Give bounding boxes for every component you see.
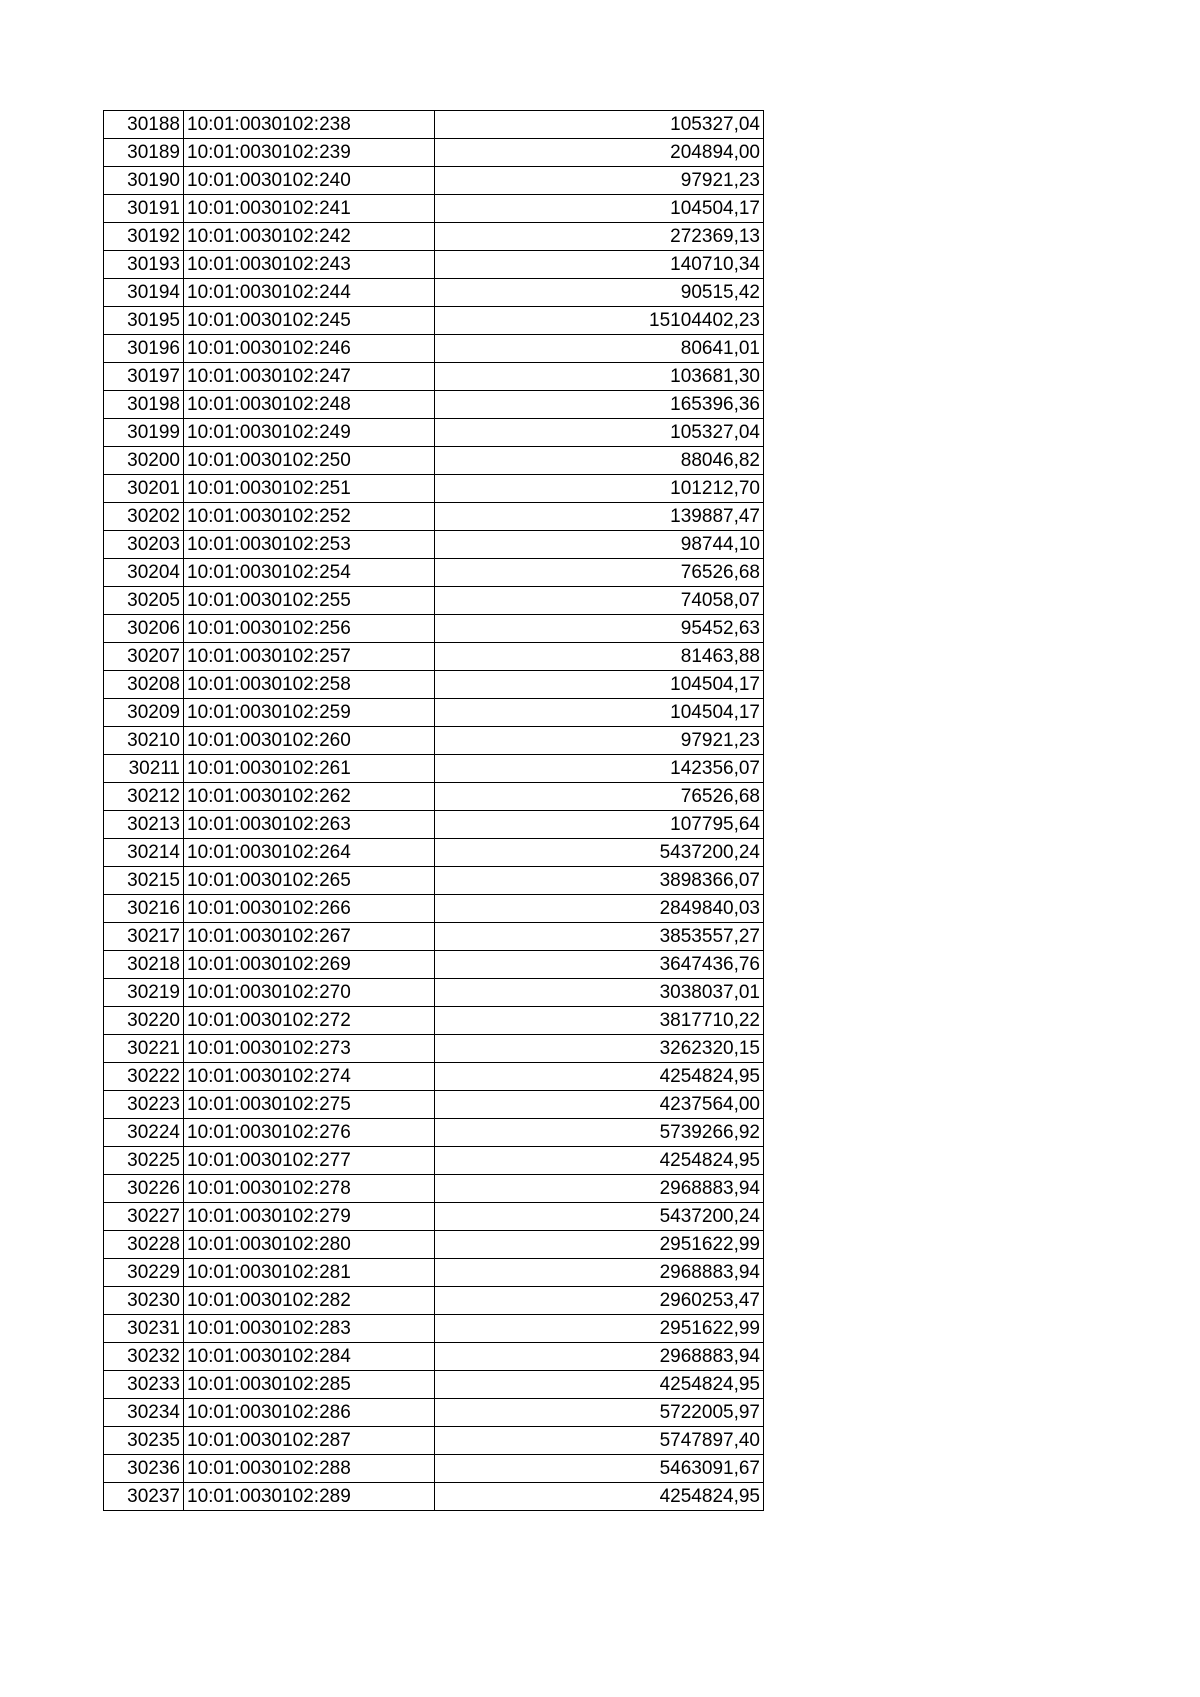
cadastral-number-cell: 10:01:0030102:269: [184, 951, 435, 979]
cadastral-value-cell: 165396,36: [435, 391, 764, 419]
cadastral-number-cell: 10:01:0030102:288: [184, 1455, 435, 1483]
cadastral-value-cell: 3817710,22: [435, 1007, 764, 1035]
row-number-cell: 30208: [104, 671, 184, 699]
table-row: [104, 447, 764, 475]
cadastral-value-cell: 15104402,23: [435, 307, 764, 335]
table-row: [104, 727, 764, 755]
cadastral-number-cell: 10:01:0030102:264: [184, 839, 435, 867]
cadastral-value-cell: 76526,68: [435, 559, 764, 587]
table-row: [104, 1483, 764, 1511]
cadastral-value-cell: 2968883,94: [435, 1259, 764, 1287]
cadastral-value-table: [103, 110, 764, 1511]
table-row: [104, 1231, 764, 1259]
table-row: [104, 503, 764, 531]
cadastral-number-cell: 10:01:0030102:247: [184, 363, 435, 391]
row-number-cell: 30201: [104, 475, 184, 503]
cadastral-number-cell: 10:01:0030102:266: [184, 895, 435, 923]
row-number-cell: 30189: [104, 139, 184, 167]
table-row: [104, 811, 764, 839]
row-number-cell: 30216: [104, 895, 184, 923]
table-row: [104, 335, 764, 363]
row-number-cell: 30204: [104, 559, 184, 587]
cadastral-value-cell: 3898366,07: [435, 867, 764, 895]
cadastral-number-cell: 10:01:0030102:265: [184, 867, 435, 895]
cadastral-value-cell: 139887,47: [435, 503, 764, 531]
row-number-cell: 30213: [104, 811, 184, 839]
row-number-cell: 30207: [104, 643, 184, 671]
cadastral-value-cell: 4254824,95: [435, 1483, 764, 1511]
row-number-cell: 30230: [104, 1287, 184, 1315]
cadastral-number-cell: 10:01:0030102:252: [184, 503, 435, 531]
row-number-cell: 30237: [104, 1483, 184, 1511]
table-row: [104, 223, 764, 251]
cadastral-value-cell: 142356,07: [435, 755, 764, 783]
cadastral-value-cell: 103681,30: [435, 363, 764, 391]
cadastral-number-cell: 10:01:0030102:249: [184, 419, 435, 447]
table-row: [104, 867, 764, 895]
cadastral-number-cell: 10:01:0030102:286: [184, 1399, 435, 1427]
cadastral-value-cell: 4237564,00: [435, 1091, 764, 1119]
table-row: [104, 251, 764, 279]
table-row: [104, 699, 764, 727]
table-row: [104, 279, 764, 307]
cadastral-value-cell: 88046,82: [435, 447, 764, 475]
table-row: [104, 195, 764, 223]
cadastral-number-cell: 10:01:0030102:259: [184, 699, 435, 727]
cadastral-value-cell: 3038037,01: [435, 979, 764, 1007]
table-row: [104, 531, 764, 559]
table-row: [104, 391, 764, 419]
row-number-cell: 30236: [104, 1455, 184, 1483]
row-number-cell: 30221: [104, 1035, 184, 1063]
cadastral-value-cell: 2968883,94: [435, 1175, 764, 1203]
row-number-cell: 30234: [104, 1399, 184, 1427]
cadastral-value-cell: 5739266,92: [435, 1119, 764, 1147]
cadastral-value-cell: 2968883,94: [435, 1343, 764, 1371]
table-row: [104, 1455, 764, 1483]
cadastral-number-cell: 10:01:0030102:240: [184, 167, 435, 195]
cadastral-value-cell: 74058,07: [435, 587, 764, 615]
cadastral-value-cell: 105327,04: [435, 419, 764, 447]
cadastral-number-cell: 10:01:0030102:281: [184, 1259, 435, 1287]
row-number-cell: 30194: [104, 279, 184, 307]
table-row: [104, 111, 764, 139]
table-row: [104, 951, 764, 979]
row-number-cell: 30212: [104, 783, 184, 811]
row-number-cell: 30191: [104, 195, 184, 223]
table-row: [104, 1315, 764, 1343]
cadastral-value-cell: 104504,17: [435, 195, 764, 223]
row-number-cell: 30206: [104, 615, 184, 643]
row-number-cell: 30200: [104, 447, 184, 475]
cadastral-number-cell: 10:01:0030102:274: [184, 1063, 435, 1091]
cadastral-number-cell: 10:01:0030102:258: [184, 671, 435, 699]
cadastral-number-cell: 10:01:0030102:256: [184, 615, 435, 643]
cadastral-value-cell: 3262320,15: [435, 1035, 764, 1063]
cadastral-number-cell: 10:01:0030102:287: [184, 1427, 435, 1455]
cadastral-value-cell: 5437200,24: [435, 839, 764, 867]
row-number-cell: 30188: [104, 111, 184, 139]
cadastral-value-cell: 3647436,76: [435, 951, 764, 979]
cadastral-value-cell: 272369,13: [435, 223, 764, 251]
cadastral-number-cell: 10:01:0030102:277: [184, 1147, 435, 1175]
cadastral-number-cell: 10:01:0030102:263: [184, 811, 435, 839]
table-row: [104, 1175, 764, 1203]
row-number-cell: 30203: [104, 531, 184, 559]
table-row: [104, 1427, 764, 1455]
table-row: [104, 671, 764, 699]
row-number-cell: 30214: [104, 839, 184, 867]
cadastral-value-cell: 97921,23: [435, 727, 764, 755]
row-number-cell: 30198: [104, 391, 184, 419]
table-row: [104, 979, 764, 1007]
table-row: [104, 307, 764, 335]
cadastral-value-cell: 104504,17: [435, 671, 764, 699]
table-row: [104, 895, 764, 923]
table-row: [104, 475, 764, 503]
row-number-cell: 30232: [104, 1343, 184, 1371]
cadastral-number-cell: 10:01:0030102:250: [184, 447, 435, 475]
table-row: [104, 559, 764, 587]
table-row: [104, 1063, 764, 1091]
cadastral-number-cell: 10:01:0030102:251: [184, 475, 435, 503]
cadastral-number-cell: 10:01:0030102:275: [184, 1091, 435, 1119]
cadastral-value-cell: 95452,63: [435, 615, 764, 643]
row-number-cell: 30223: [104, 1091, 184, 1119]
table-row: [104, 783, 764, 811]
table-row: [104, 1119, 764, 1147]
cadastral-value-cell: 104504,17: [435, 699, 764, 727]
table-row: [104, 1035, 764, 1063]
row-number-cell: 30218: [104, 951, 184, 979]
row-number-cell: 30225: [104, 1147, 184, 1175]
row-number-cell: 30205: [104, 587, 184, 615]
cadastral-number-cell: 10:01:0030102:248: [184, 391, 435, 419]
table-row: [104, 139, 764, 167]
table-row: [104, 587, 764, 615]
cadastral-value-cell: 105327,04: [435, 111, 764, 139]
row-number-cell: 30222: [104, 1063, 184, 1091]
cadastral-number-cell: 10:01:0030102:280: [184, 1231, 435, 1259]
cadastral-value-cell: 4254824,95: [435, 1371, 764, 1399]
cadastral-number-cell: 10:01:0030102:276: [184, 1119, 435, 1147]
cadastral-number-cell: 10:01:0030102:244: [184, 279, 435, 307]
cadastral-value-cell: 5437200,24: [435, 1203, 764, 1231]
row-number-cell: 30192: [104, 223, 184, 251]
table-row: [104, 1007, 764, 1035]
row-number-cell: 30209: [104, 699, 184, 727]
table-row: [104, 1399, 764, 1427]
row-number-cell: 30231: [104, 1315, 184, 1343]
row-number-cell: 30235: [104, 1427, 184, 1455]
row-number-cell: 30195: [104, 307, 184, 335]
table-row: [104, 167, 764, 195]
cadastral-value-cell: 2951622,99: [435, 1231, 764, 1259]
cadastral-value-cell: 4254824,95: [435, 1063, 764, 1091]
row-number-cell: 30224: [104, 1119, 184, 1147]
table-row: [104, 839, 764, 867]
cadastral-number-cell: 10:01:0030102:285: [184, 1371, 435, 1399]
cadastral-number-cell: 10:01:0030102:279: [184, 1203, 435, 1231]
cadastral-value-cell: 2951622,99: [435, 1315, 764, 1343]
cadastral-value-cell: 98744,10: [435, 531, 764, 559]
cadastral-number-cell: 10:01:0030102:262: [184, 783, 435, 811]
cadastral-number-cell: 10:01:0030102:255: [184, 587, 435, 615]
row-number-cell: 30220: [104, 1007, 184, 1035]
cadastral-number-cell: 10:01:0030102:254: [184, 559, 435, 587]
cadastral-value-cell: 97921,23: [435, 167, 764, 195]
table-row: [104, 1287, 764, 1315]
row-number-cell: 30190: [104, 167, 184, 195]
cadastral-number-cell: 10:01:0030102:261: [184, 755, 435, 783]
row-number-cell: 30215: [104, 867, 184, 895]
cadastral-number-cell: 10:01:0030102:282: [184, 1287, 435, 1315]
table-row: [104, 1371, 764, 1399]
row-number-cell: 30199: [104, 419, 184, 447]
cadastral-value-cell: 80641,01: [435, 335, 764, 363]
table-row: [104, 923, 764, 951]
cadastral-number-cell: 10:01:0030102:289: [184, 1483, 435, 1511]
table-row: [104, 363, 764, 391]
row-number-cell: 30226: [104, 1175, 184, 1203]
cadastral-number-cell: 10:01:0030102:278: [184, 1175, 435, 1203]
cadastral-value-cell: 3853557,27: [435, 923, 764, 951]
cadastral-number-cell: 10:01:0030102:241: [184, 195, 435, 223]
cadastral-number-cell: 10:01:0030102:253: [184, 531, 435, 559]
table-row: [104, 419, 764, 447]
cadastral-value-cell: 101212,70: [435, 475, 764, 503]
row-number-cell: 30219: [104, 979, 184, 1007]
cadastral-number-cell: 10:01:0030102:284: [184, 1343, 435, 1371]
cadastral-value-cell: 4254824,95: [435, 1147, 764, 1175]
table-row: [104, 1343, 764, 1371]
row-number-cell: 30211: [104, 755, 184, 783]
table-row: [104, 643, 764, 671]
row-number-cell: 30197: [104, 363, 184, 391]
cadastral-number-cell: 10:01:0030102:272: [184, 1007, 435, 1035]
cadastral-value-cell: 2960253,47: [435, 1287, 764, 1315]
cadastral-number-cell: 10:01:0030102:239: [184, 139, 435, 167]
table-row: [104, 755, 764, 783]
row-number-cell: 30210: [104, 727, 184, 755]
row-number-cell: 30217: [104, 923, 184, 951]
cadastral-number-cell: 10:01:0030102:242: [184, 223, 435, 251]
cadastral-value-cell: 5463091,67: [435, 1455, 764, 1483]
cadastral-value-cell: 204894,00: [435, 139, 764, 167]
table-row: [104, 615, 764, 643]
row-number-cell: 30228: [104, 1231, 184, 1259]
table-row: [104, 1203, 764, 1231]
cadastral-number-cell: 10:01:0030102:273: [184, 1035, 435, 1063]
row-number-cell: 30193: [104, 251, 184, 279]
cadastral-value-cell: 107795,64: [435, 811, 764, 839]
cadastral-value-cell: 5722005,97: [435, 1399, 764, 1427]
cadastral-value-cell: 2849840,03: [435, 895, 764, 923]
cadastral-number-cell: 10:01:0030102:283: [184, 1315, 435, 1343]
row-number-cell: 30196: [104, 335, 184, 363]
table-row: [104, 1091, 764, 1119]
cadastral-number-cell: 10:01:0030102:246: [184, 335, 435, 363]
table-row: [104, 1259, 764, 1287]
cadastral-number-cell: 10:01:0030102:243: [184, 251, 435, 279]
cadastral-number-cell: 10:01:0030102:257: [184, 643, 435, 671]
cadastral-number-cell: 10:01:0030102:238: [184, 111, 435, 139]
row-number-cell: 30227: [104, 1203, 184, 1231]
row-number-cell: 30233: [104, 1371, 184, 1399]
cadastral-value-cell: 90515,42: [435, 279, 764, 307]
cadastral-number-cell: 10:01:0030102:245: [184, 307, 435, 335]
table-row: [104, 1147, 764, 1175]
cadastral-value-cell: 76526,68: [435, 783, 764, 811]
cadastral-number-cell: 10:01:0030102:270: [184, 979, 435, 1007]
table-body: [104, 111, 764, 1511]
cadastral-value-cell: 140710,34: [435, 251, 764, 279]
cadastral-number-cell: 10:01:0030102:267: [184, 923, 435, 951]
cadastral-value-cell: 5747897,40: [435, 1427, 764, 1455]
row-number-cell: 30202: [104, 503, 184, 531]
cadastral-number-cell: 10:01:0030102:260: [184, 727, 435, 755]
cadastral-value-cell: 81463,88: [435, 643, 764, 671]
row-number-cell: 30229: [104, 1259, 184, 1287]
